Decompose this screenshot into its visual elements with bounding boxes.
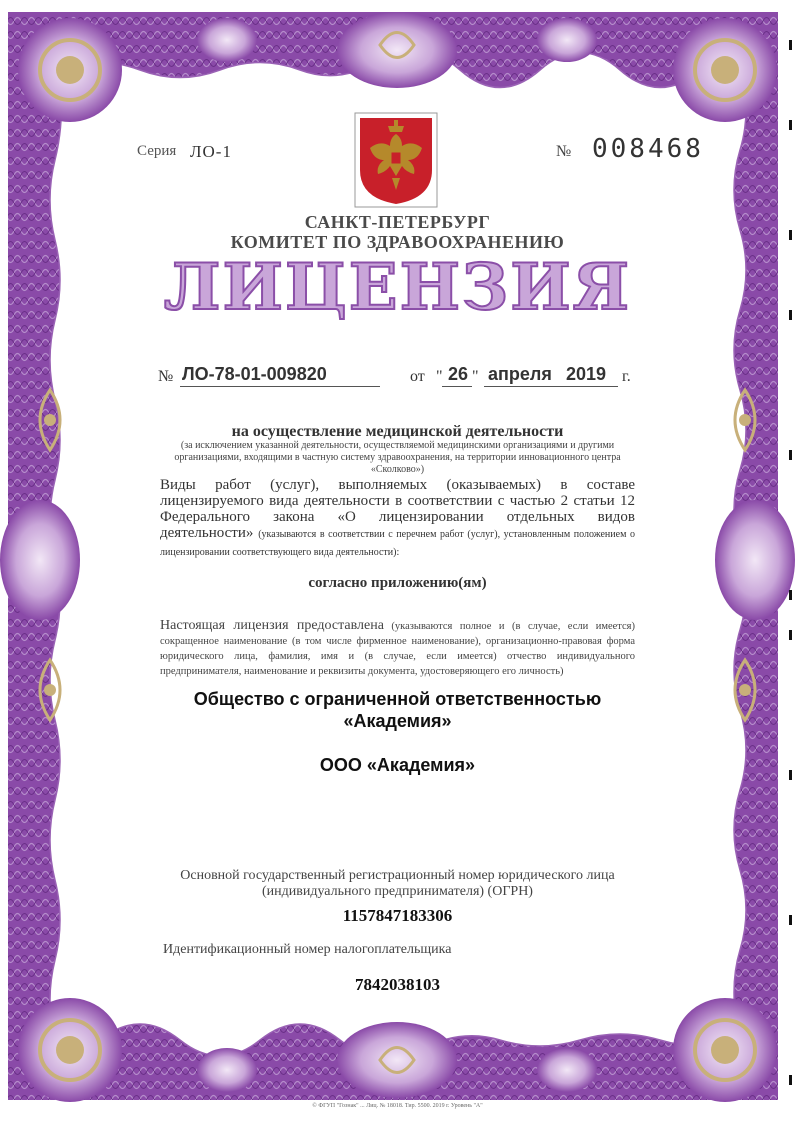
ogrn-value: 1157847183306 <box>342 906 453 925</box>
inn-value: 7842038103 <box>355 975 440 994</box>
organization-short-name: ООО «Академия» <box>319 755 476 775</box>
printer-imprint: © ФГУП "Гознак" ... Лиц. № 18018. Тир. 5500. 2019 г. Уровень "А" <box>312 1103 483 1109</box>
corner-rosette <box>673 998 777 1102</box>
ogrn-label: Основной государственный регистрационный номер юридического лица (индивидуального предпринимателя) (ОГРН) <box>180 868 615 899</box>
form-number-value: 008468 <box>592 134 704 164</box>
date-year: 2019 <box>566 364 607 384</box>
organization-full-name-line2: «Академия» <box>343 711 452 731</box>
provided-paragraph <box>160 618 635 679</box>
coat-of-arms-icon <box>354 112 438 208</box>
date-year-suffix: г. <box>622 368 631 385</box>
per-appendix: согласно приложению(ям) <box>308 575 487 591</box>
works-note: (указываются в соответствии с перечнем работ (услуг), установленным положением о лицензировании соответствующего вида деятельности): <box>160 529 635 558</box>
license-number-label: № <box>158 368 174 385</box>
corner-rosette <box>18 18 122 122</box>
license-number: ЛО-78-01-009820 <box>182 364 327 384</box>
provided-note: (указываются полное и (в случае, если имеется) сокращенное наименование (в том числе фирменное наименование), организационно-правовая форма юридического лица, фамилия, имя и (в случае, если имеется) отчество индивидуального предпринимателя, наименование и реквизиты документа, удостоверяющего его личность) <box>160 621 635 677</box>
authority-committee: КОМИТЕТ ПО ЗДРАВООХРАНЕНИЮ <box>230 232 565 252</box>
activity-note: (за исключением указанной деятельности, осуществляемой медицинскими организациями и другими организациями, входящими в частную систему здравоохранения, на территории инновационного центра «Сколково») <box>174 440 621 475</box>
series-value: ЛО-1 <box>190 142 232 161</box>
corner-rosette <box>673 18 777 122</box>
form-number-label: № <box>556 143 572 160</box>
date-close-quote: " <box>472 368 479 385</box>
organization-full-name-line1: Общество с ограниченной ответственностью <box>193 689 602 709</box>
date-day: 26 <box>448 364 469 384</box>
document-title: ЛИЦЕНЗИЯ <box>163 250 632 325</box>
authority-city: САНКТ-ПЕТЕРБУРГ <box>304 212 491 232</box>
inn-label: Идентификационный номер налогоплательщика <box>163 942 452 957</box>
date-from-label: от <box>410 368 425 385</box>
works-text: Виды работ (услуг), выполняемых (оказываемых) в составе лицензируемого вида деятельности в соответствии с частью 2 статьи 12 Федерального закона «О лицензировании отдельных видов деятельности» <box>160 477 635 541</box>
corner-rosette <box>18 998 122 1102</box>
provided-text: Настоящая лицензия предоставлена <box>160 618 384 633</box>
licensed-activity: на осуществление медицинской деятельности <box>231 423 564 440</box>
date-month: апреля <box>488 364 552 384</box>
series-label: Серия <box>137 143 177 159</box>
date-open-quote: " <box>436 368 443 385</box>
license-number-row <box>158 362 638 390</box>
works-paragraph <box>160 477 635 561</box>
organization-full-name <box>0 688 795 732</box>
